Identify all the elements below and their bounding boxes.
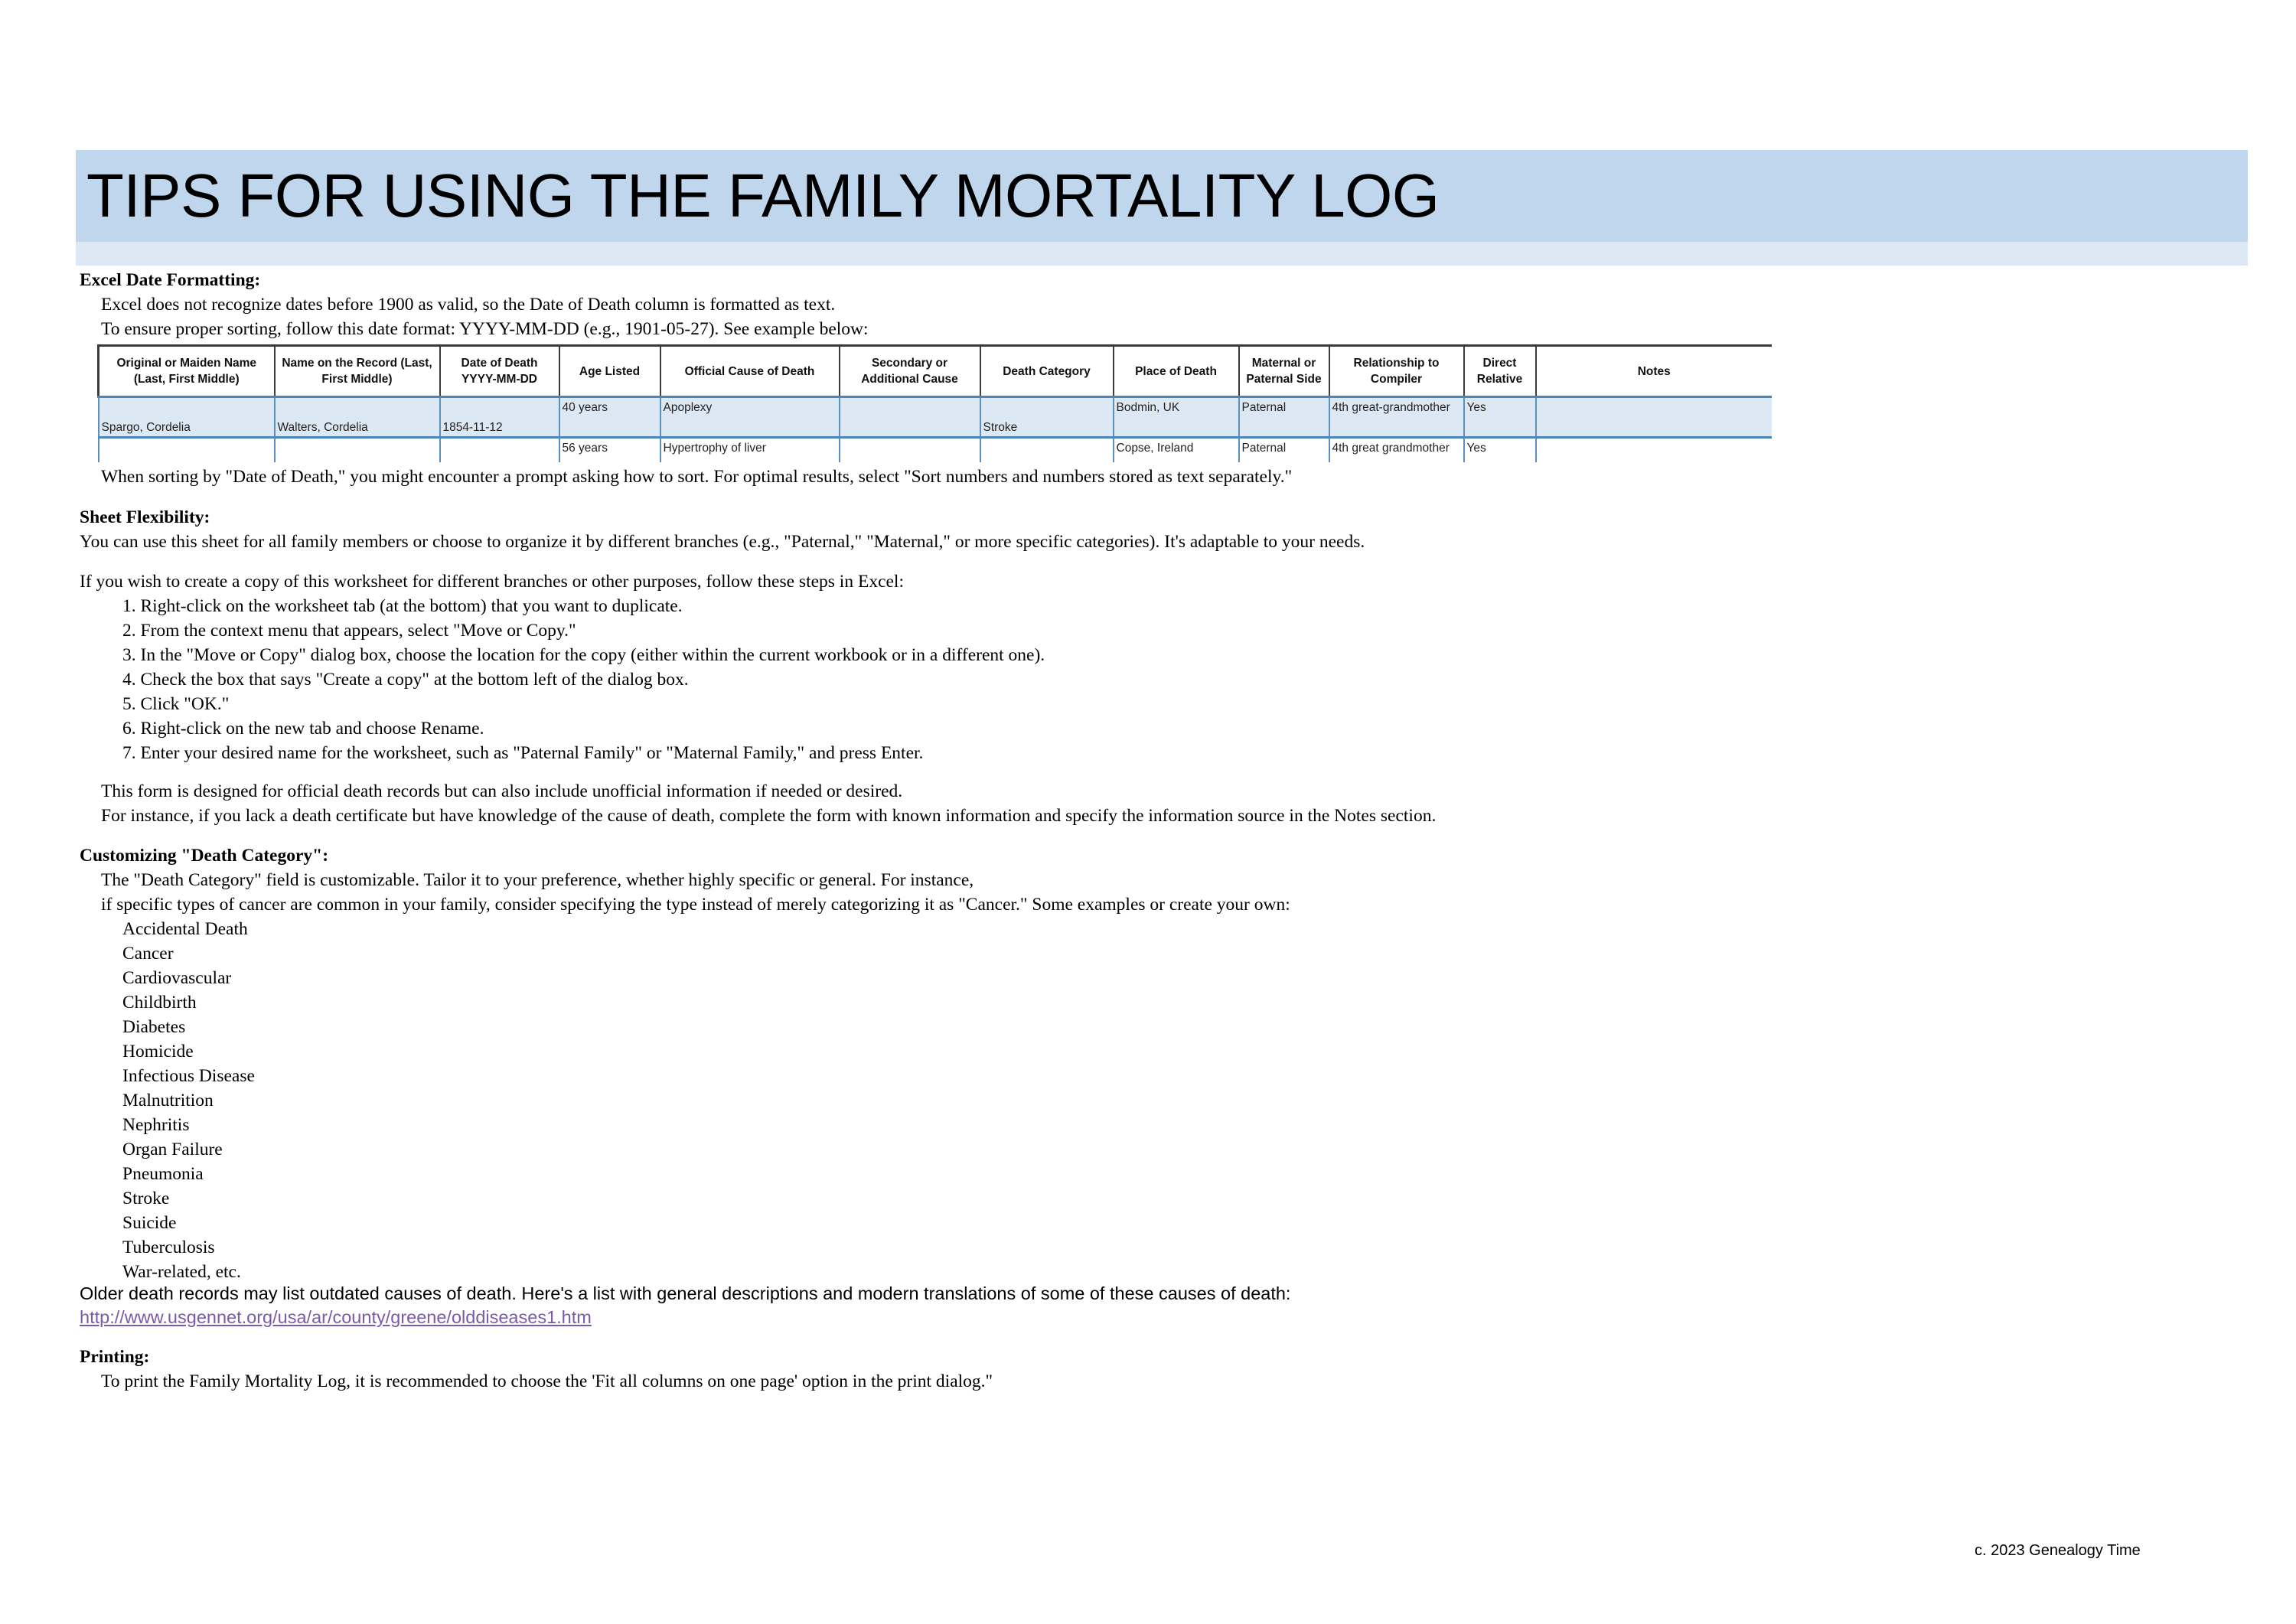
example-header-cell: Age Listed [559,346,660,397]
date-formatting-line3: When sorting by "Date of Death," you might encounter a prompt asking how to sort. For optimal results, select "Sort numbers and numbers stored as text separately." [101,467,1293,487]
table-cell: 40 years [559,397,660,438]
table-row [99,438,1773,463]
table-cell: 4th great grandmother [1329,438,1464,463]
list-item: 5. Click "OK." [122,694,230,714]
example-header-cell: Secondary or Additional Cause [840,346,980,397]
list-item: 3. In the "Move or Copy" dialog box, choose the location for the copy (either within the current workbook or in a different one). [122,645,1045,665]
copyright-footer: c. 2023 Genealogy Time [1975,1542,2141,1559]
printing-heading: Printing: [80,1347,150,1367]
example-header-cell: Death Category [980,346,1114,397]
category-example: War-related, etc. [122,1262,241,1282]
example-header-cell: Notes [1536,346,1773,397]
category-example: Accidental Death [122,919,248,939]
table-cell: Hypertrophy of liver [660,438,840,463]
table-cell [1536,397,1773,438]
printing-line1: To print the Family Mortality Log, it is recommended to choose the 'Fit all columns on one page' option in the print dialog." [101,1371,993,1391]
category-line2: if specific types of cancer are common in your family, consider specifying the type instead of merely categorizing it as "Cancer." Some examples or create your own: [101,895,1290,915]
table-cell [275,438,440,463]
older-records-note: Older death records may list outdated causes of death. Here's a list with general descriptions and modern translations of some of these causes of death: [80,1283,1291,1303]
title-sub-band [76,242,2248,266]
category-example: Pneumonia [122,1164,204,1184]
table-cell: Bodmin, UK [1114,397,1239,438]
table-cell: Yes [1464,438,1536,463]
table-cell [840,438,980,463]
example-header-cell: Relationship to Compiler [1329,346,1464,397]
list-item: 2. From the context menu that appears, select "Move or Copy." [122,621,576,641]
category-heading: Customizing "Death Category": [80,846,329,866]
category-example: Cancer [122,944,174,964]
category-example: Homicide [122,1042,194,1061]
table-cell [1536,438,1773,463]
date-formatting-line1: Excel does not recognize dates before 1900 as valid, so the Date of Death column is formatted as text. [101,295,836,315]
flexibility-line4: For instance, if you lack a death certificate but have knowledge of the cause of death, complete the form with known information and specify the information source in the Notes section. [101,806,1437,826]
flexibility-heading: Sheet Flexibility: [80,507,210,527]
list-item: 1. Right-click on the worksheet tab (at the bottom) that you want to duplicate. [122,596,683,616]
table-cell: 1854-11-12 [440,397,559,438]
category-example: Organ Failure [122,1140,223,1159]
table-cell: Walters, Cordelia [275,397,440,438]
list-item: 7. Enter your desired name for the worksheet, such as "Paternal Family" or "Maternal Family," and press Enter. [122,743,924,763]
category-example: Tuberculosis [122,1238,215,1257]
example-header-cell: Place of Death [1114,346,1239,397]
table-cell: 56 years [559,438,660,463]
category-example: Infectious Disease [122,1066,255,1086]
table-cell [980,438,1114,463]
table-cell: Apoplexy [660,397,840,438]
category-example: Diabetes [122,1017,186,1037]
title-banner [76,150,2248,242]
example-table [97,344,1772,462]
category-example: Childbirth [122,993,197,1013]
flexibility-line3: This form is designed for official death records but can also include unofficial information if needed or desired. [101,781,903,801]
page-title: TIPS FOR USING THE FAMILY MORTALITY LOG [86,161,1440,230]
category-example: Suicide [122,1213,177,1233]
list-item: 4. Check the box that says "Create a copy" at the bottom left of the dialog box. [122,670,689,690]
table-cell: Copse, Ireland [1114,438,1239,463]
table-cell: Paternal [1239,397,1329,438]
old-diseases-link[interactable]: http://www.usgennet.org/usa/ar/county/greene/olddiseases1.htm [80,1307,592,1327]
table-cell: Yes [1464,397,1536,438]
example-header-cell: Direct Relative [1464,346,1536,397]
date-formatting-heading: Excel Date Formatting: [80,270,261,290]
table-cell: Spargo, Cordelia [99,397,275,438]
date-formatting-line2: To ensure proper sorting, follow this date format: YYYY-MM-DD (e.g., 1901-05-27). See example below: [101,319,869,339]
table-cell [99,438,275,463]
example-header-cell: Maternal or Paternal Side [1239,346,1329,397]
category-example: Cardiovascular [122,968,232,988]
example-header-cell: Date of Death YYYY-MM-DD [440,346,559,397]
flexibility-line1: You can use this sheet for all family members or choose to organize it by different branches (e.g., "Paternal," "Maternal," or more specific categories). It's adaptable to your needs. [80,532,1365,552]
example-header-cell: Original or Maiden Name (Last, First Middle) [99,346,275,397]
category-line1: The "Death Category" field is customizable. Tailor it to your preference, whether highly specific or general. For instance, [101,870,974,890]
flexibility-line2: If you wish to create a copy of this worksheet for different branches or other purposes, follow these steps in Excel: [80,572,904,592]
table-cell: 4th great-grandmother [1329,397,1464,438]
list-item: 6. Right-click on the new tab and choose Rename. [122,719,484,739]
category-example: Nephritis [122,1115,190,1135]
example-header-cell: Official Cause of Death [660,346,840,397]
category-example: Stroke [122,1189,170,1208]
table-cell: Stroke [980,397,1114,438]
example-header-cell: Name on the Record (Last, First Middle) [275,346,440,397]
table-row [99,397,1773,438]
category-example: Malnutrition [122,1091,214,1110]
table-cell [840,397,980,438]
table-cell [440,438,559,463]
table-cell: Paternal [1239,438,1329,463]
